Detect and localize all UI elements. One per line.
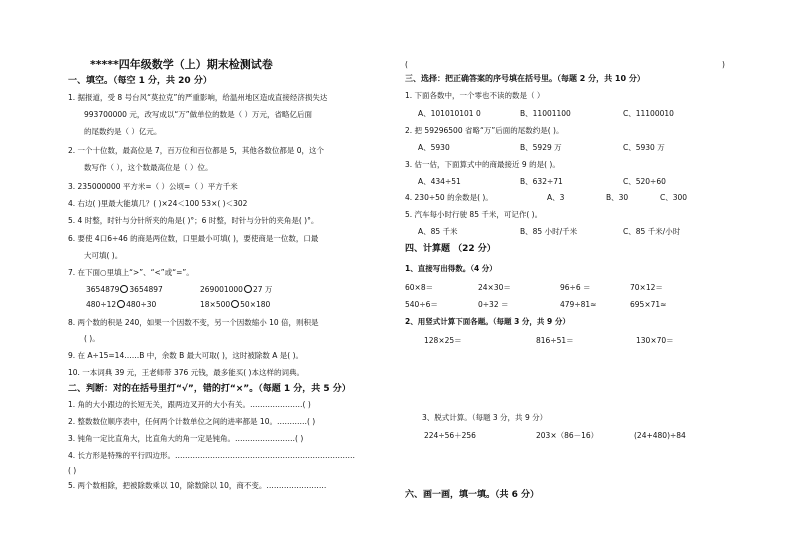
compare-row-2a xyxy=(86,300,156,310)
section-judgement-heading: 二、判断：对的在括号里打“√”，错的打“×”。（每题 1 分，共 5 分） xyxy=(68,384,351,394)
compare-row-1b xyxy=(200,285,272,295)
calc-1-item: 60×8＝ xyxy=(405,283,434,292)
compare-row-1a xyxy=(86,285,163,295)
calc-2-item: 816÷51＝ xyxy=(536,336,574,345)
compare-row-2b xyxy=(200,300,270,310)
choice-4-option-b: B、30 xyxy=(606,193,629,202)
choice-2-option-a: A、5930 xyxy=(418,143,450,152)
choice-2-option-c: C、5930 万 xyxy=(623,143,665,152)
choice-3-option-c: C、520÷60 xyxy=(623,177,666,186)
question-4: 4. 右边( )里最大能填几？( )×24＜100 53×( )＜302 xyxy=(68,199,248,208)
compare-left-value: 18×500 xyxy=(200,300,231,309)
question-2-line-2: 数写作（ ），这个数最高位是（ ）位。 xyxy=(84,163,213,172)
calc-1-item: 479÷81≈ xyxy=(560,300,597,309)
judgement-4: 4. 长方形是特殊的平行四边形。……………………………………………………………… xyxy=(68,451,356,460)
calc-1-item: 24×30＝ xyxy=(478,283,511,292)
section-calculation-heading: 四、计算题 （22 分） xyxy=(405,244,496,254)
choice-3-option-a: A、434÷51 xyxy=(418,177,461,186)
calc-3-item: (24+480)÷84 xyxy=(634,431,686,440)
compare-left-value: 269001000 xyxy=(200,285,243,294)
judgement-5: 5. 两个数相除，把被除数乘以 10，除数除以 10，商不变。…………………… xyxy=(68,481,327,490)
page-title: *****四年级数学（上）期末检测试卷 xyxy=(90,58,273,71)
compare-right-value: 480÷30 xyxy=(126,300,157,309)
calc-1-item: 0÷32 ＝ xyxy=(478,300,509,309)
compare-right-value: 3654897 xyxy=(129,285,163,294)
question-7: 7. 在下面○里填上“>”、“<”或“=”。 xyxy=(68,268,194,277)
choice-5-option-b: B、85 小时/千米 xyxy=(520,227,578,236)
choice-2-option-b: B、5929 万 xyxy=(520,143,562,152)
choice-4-option-c: C、300 xyxy=(660,193,688,202)
question-1-line-2: 993700000 元，改写成以“万”做单位的数是（ ）万元，省略亿后面 xyxy=(84,110,312,119)
compare-circle xyxy=(231,300,239,308)
question-6-line-1: 6. 要使 4口6÷46 的商是两位数，口里最小可填( )，要使商是一位数，口最 xyxy=(68,234,319,243)
calc-2-item: 130×70＝ xyxy=(636,336,674,345)
compare-circle xyxy=(120,285,128,293)
section-drawing-heading: 六、画一画，填一填。（共 6 分） xyxy=(405,490,540,500)
choice-3-option-b: B、632÷71 xyxy=(520,177,563,186)
top-paren-left: ( xyxy=(405,60,408,69)
compare-circle xyxy=(117,300,125,308)
compare-right-value: 27 万 xyxy=(252,285,273,294)
section-choice-heading: 三、选择：把正确答案的序号填在括号里。（每题 2 分，共 10 分） xyxy=(405,74,645,83)
question-8-line-2: ( )。 xyxy=(84,334,100,343)
calc-3-item: 203×（86－16） xyxy=(536,431,599,440)
question-10: 10. 一本词典 39 元，王老师带 376 元钱，最多能买( )本这样的词典。 xyxy=(68,368,304,377)
compare-right-value: 50×180 xyxy=(240,300,271,309)
judgement-2: 2. 整数数位顺序表中，任何两个计数单位之间的进率都是 10。…………( ) xyxy=(68,417,316,426)
question-1-line-1: 1. 据报道，受 8 号台风“莫拉克”的严重影响，给温州地区造成直接经济损失达 xyxy=(68,93,328,102)
question-5: 5. 4 时整，时针与分针所夹的角是( )°；6 时整，时针与分针的夹角是( )°。 xyxy=(68,216,319,225)
question-8-line-1: 8. 两个数的积是 240，如果一个因数不变，另一个因数缩小 10 倍，则积是 xyxy=(68,318,319,327)
judgement-1: 1. 角的大小跟边的长短无关，跟两边叉开的大小有关。…………………( ) xyxy=(68,400,311,409)
calc-2-heading: 2、用竖式计算下面各题。（每题 3 分，共 9 分） xyxy=(405,317,570,326)
choice-5-option-c: C、85 千米/小时 xyxy=(623,227,681,236)
question-6-line-2: 大可填( )。 xyxy=(84,251,123,260)
compare-circle xyxy=(244,285,252,293)
section-fill-in-heading: 一、填空。（每空 1 分，共 20 分） xyxy=(68,76,212,86)
calc-1-heading: 1、直接写出得数。（4 分） xyxy=(405,264,497,273)
calc-1-item: 540÷6＝ xyxy=(405,300,438,309)
question-2-line-1: 2. 一个十位数，最高位是 7，百万位和百位都是 5，其他各数位都是 0，这个 xyxy=(68,146,325,155)
choice-1-option-c: C、11100010 xyxy=(623,109,674,118)
choice-1-option-a: A、101010101 0 xyxy=(418,109,481,118)
compare-left-value: 480÷12 xyxy=(86,300,117,309)
choice-3: 3. 估一估，下面算式中的商最接近 9 的是( )。 xyxy=(405,160,560,169)
choice-4-option-a: A、3 xyxy=(547,193,565,202)
top-paren-right: ) xyxy=(722,60,725,69)
choice-5-option-a: A、85 千米 xyxy=(418,227,458,236)
choice-2: 2. 把 59296500 省略“万”后面的尾数约是( )。 xyxy=(405,126,564,135)
question-9: 9. 在 A÷15=14……B 中，余数 B 最大可取( )，这时被除数 A 是( )。 xyxy=(68,351,304,360)
calc-1-item: 70×12＝ xyxy=(630,283,663,292)
choice-4: 4. 230÷50 的余数是( )。 xyxy=(405,193,493,202)
question-1-line-3: 的尾数约是（ ）亿元。 xyxy=(84,127,162,136)
choice-1: 1. 下面各数中，一个零也不读的数是（ ） xyxy=(405,91,545,100)
judgement-3: 3. 钝角一定比直角大，比直角大的角一定是钝角。……………………( ) xyxy=(68,434,304,443)
calc-1-item: 695×71≈ xyxy=(630,300,667,309)
compare-left-value: 3654879 xyxy=(86,285,120,294)
judgement-4-answer: ( ) xyxy=(68,466,77,475)
choice-1-option-b: B、11001100 xyxy=(520,109,571,118)
choice-5: 5. 汽车每小时行驶 85 千米，可记作( )。 xyxy=(405,210,543,219)
question-3: 3. 235000000 平方米=（ ）公顷=（ ）平方千米 xyxy=(68,182,238,191)
calc-3-heading: 3、脱式计算。（每题 3 分，共 9 分） xyxy=(422,413,548,422)
calc-2-item: 128×25＝ xyxy=(424,336,462,345)
calc-3-item: 224÷56＋256 xyxy=(424,431,476,440)
calc-1-item: 96÷6 ＝ xyxy=(560,283,591,292)
